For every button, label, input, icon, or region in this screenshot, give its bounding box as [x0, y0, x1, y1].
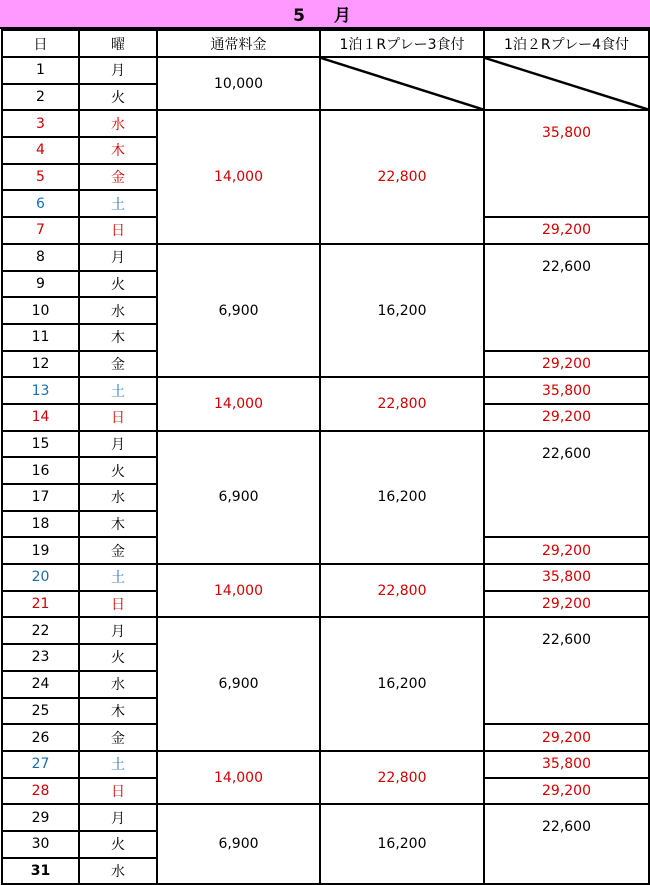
day-number: 1: [2, 57, 79, 84]
plan-2r-rate: 35,800: [484, 751, 649, 778]
plan-1r-rate: 16,200: [320, 244, 484, 377]
plan-1r-rate: 22,800: [320, 377, 484, 430]
day-number: 4: [2, 137, 79, 164]
plan-2r-rate: 29,200: [484, 351, 649, 378]
day-number: 13: [2, 377, 79, 404]
day-number: 22: [2, 617, 79, 644]
header-weekday: 曜: [79, 30, 157, 57]
table-row: [2, 110, 649, 137]
weekday: 水: [79, 484, 157, 511]
table-row: [2, 804, 649, 831]
day-number: 20: [2, 564, 79, 591]
day-number: 15: [2, 431, 79, 458]
plan-2r-rate: [484, 57, 649, 110]
weekday: 日: [79, 217, 157, 244]
header-plan-1r-3meals: 1泊１Rプレー3食付: [320, 30, 484, 57]
weekday: 金: [79, 164, 157, 191]
plan-2r-rate: 29,200: [484, 778, 649, 805]
day-number: 28: [2, 778, 79, 805]
day-number: 21: [2, 591, 79, 618]
weekday: 月: [79, 804, 157, 831]
plan-1r-rate: 22,800: [320, 751, 484, 804]
table-row: [2, 377, 649, 404]
header-plan-2r-4meals: 1泊２Rプレー4食付: [484, 30, 649, 57]
weekday: 火: [79, 457, 157, 484]
day-number: 3: [2, 110, 79, 137]
regular-rate: 14,000: [157, 110, 320, 243]
plan-1r-rate: 16,200: [320, 617, 484, 750]
weekday: 月: [79, 57, 157, 84]
weekday: 金: [79, 537, 157, 564]
plan-2r-rate: 22,600: [484, 431, 649, 538]
plan-2r-rate: 35,800: [484, 377, 649, 404]
weekday: 土: [79, 751, 157, 778]
month-title: 5 月: [0, 0, 650, 29]
day-number: 24: [2, 671, 79, 698]
weekday: 木: [79, 698, 157, 725]
weekday: 火: [79, 644, 157, 671]
rate-table: [1, 29, 650, 885]
weekday: 月: [79, 431, 157, 458]
table-row: [2, 751, 649, 778]
plan-1r-rate: 22,800: [320, 564, 484, 617]
day-number: 9: [2, 271, 79, 298]
header-regular-rate: 通常料金: [157, 30, 320, 57]
weekday: 火: [79, 831, 157, 858]
weekday: 金: [79, 351, 157, 378]
rate-table-body: [2, 57, 649, 884]
plan-2r-rate: 35,800: [484, 110, 649, 217]
day-number: 2: [2, 84, 79, 111]
day-number: 16: [2, 457, 79, 484]
not-available-slash: [321, 58, 483, 109]
weekday: 水: [79, 671, 157, 698]
plan-2r-rate: 29,200: [484, 591, 649, 618]
weekday: 火: [79, 84, 157, 111]
day-number: 18: [2, 511, 79, 538]
day-number: 12: [2, 351, 79, 378]
day-number: 6: [2, 190, 79, 217]
plan-2r-rate: 29,200: [484, 724, 649, 751]
day-number: 5: [2, 164, 79, 191]
day-number: 7: [2, 217, 79, 244]
weekday: 日: [79, 404, 157, 431]
regular-rate: 6,900: [157, 804, 320, 884]
regular-rate: 6,900: [157, 244, 320, 377]
weekday: 月: [79, 617, 157, 644]
plan-2r-rate: 29,200: [484, 404, 649, 431]
plan-2r-rate: 22,600: [484, 617, 649, 724]
weekday: 月: [79, 244, 157, 271]
regular-rate: 10,000: [157, 57, 320, 110]
plan-1r-rate: 22,800: [320, 110, 484, 243]
day-number: 23: [2, 644, 79, 671]
day-number: 14: [2, 404, 79, 431]
weekday: 木: [79, 324, 157, 351]
regular-rate: 6,900: [157, 431, 320, 564]
plan-2r-rate: 22,600: [484, 804, 649, 884]
regular-rate: 14,000: [157, 377, 320, 430]
day-number: 10: [2, 297, 79, 324]
day-number: 17: [2, 484, 79, 511]
regular-rate: 6,900: [157, 617, 320, 750]
table-row: [2, 57, 649, 84]
day-number: 8: [2, 244, 79, 271]
day-number: 19: [2, 537, 79, 564]
day-number: 25: [2, 698, 79, 725]
weekday: 水: [79, 110, 157, 137]
regular-rate: 14,000: [157, 564, 320, 617]
weekday: 日: [79, 778, 157, 805]
weekday: 土: [79, 377, 157, 404]
weekday: 日: [79, 591, 157, 618]
weekday: 土: [79, 564, 157, 591]
day-number: 27: [2, 751, 79, 778]
weekday: 水: [79, 858, 157, 885]
weekday: 木: [79, 511, 157, 538]
table-row: [2, 431, 649, 458]
day-number: 11: [2, 324, 79, 351]
day-number: 31: [2, 858, 79, 885]
header-row: [2, 30, 649, 57]
table-row: [2, 564, 649, 591]
day-number: 30: [2, 831, 79, 858]
weekday: 水: [79, 297, 157, 324]
day-number: 26: [2, 724, 79, 751]
plan-1r-rate: 16,200: [320, 804, 484, 884]
header-day: 日: [2, 30, 79, 57]
plan-2r-rate: 35,800: [484, 564, 649, 591]
plan-1r-rate: 16,200: [320, 431, 484, 564]
weekday: 金: [79, 724, 157, 751]
not-available-slash: [485, 58, 648, 109]
plan-2r-rate: 29,200: [484, 537, 649, 564]
weekday: 土: [79, 190, 157, 217]
regular-rate: 14,000: [157, 751, 320, 804]
weekday: 木: [79, 137, 157, 164]
plan-2r-rate: 22,600: [484, 244, 649, 351]
plan-1r-rate: [320, 57, 484, 110]
table-row: [2, 244, 649, 271]
plan-2r-rate: 29,200: [484, 217, 649, 244]
day-number: 29: [2, 804, 79, 831]
table-row: [2, 617, 649, 644]
weekday: 火: [79, 271, 157, 298]
